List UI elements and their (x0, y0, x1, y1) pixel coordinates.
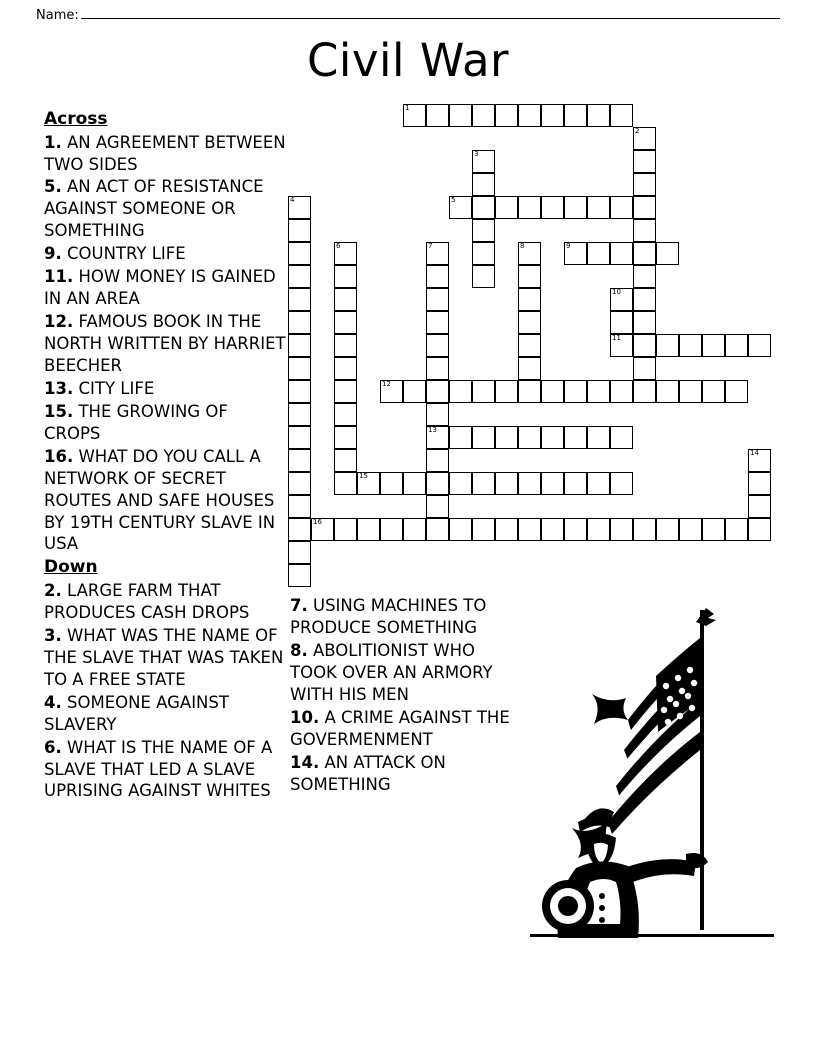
grid-cell[interactable] (610, 104, 633, 127)
grid-cell-number: 15 (359, 472, 368, 480)
grid-cell-number: 6 (336, 242, 341, 250)
clue-item (290, 640, 525, 706)
grid-cell-number: 12 (382, 380, 391, 388)
grid-cell[interactable] (633, 150, 656, 173)
grid-cell[interactable] (633, 311, 656, 334)
grid-cell[interactable] (472, 104, 495, 127)
grid-cell[interactable] (334, 311, 357, 334)
grid-cell[interactable] (541, 196, 564, 219)
grid-cell[interactable] (541, 380, 564, 403)
grid-cell[interactable] (334, 472, 357, 495)
page-title: Civil War (306, 34, 510, 87)
grid-cell[interactable] (403, 104, 426, 127)
grid-cell[interactable] (380, 472, 403, 495)
grid-cell[interactable] (495, 104, 518, 127)
grid-cell[interactable] (564, 242, 587, 265)
grid-cell-number: 13 (428, 426, 437, 434)
grid-cell[interactable] (472, 242, 495, 265)
grid-cell[interactable] (518, 242, 541, 265)
grid-cell[interactable] (564, 472, 587, 495)
grid-cell[interactable] (288, 196, 311, 219)
grid-cell[interactable] (472, 150, 495, 173)
grid-cell[interactable] (426, 495, 449, 518)
grid-cell[interactable] (748, 449, 771, 472)
grid-cell[interactable] (449, 426, 472, 449)
grid-cell[interactable] (449, 104, 472, 127)
grid-cell[interactable] (426, 242, 449, 265)
grid-cell[interactable] (426, 334, 449, 357)
grid-cell[interactable] (656, 518, 679, 541)
grid-cell[interactable] (334, 426, 357, 449)
grid-cell[interactable] (633, 196, 656, 219)
grid-cell[interactable] (334, 449, 357, 472)
grid-cell[interactable] (633, 265, 656, 288)
clue-text: THE GROWING OF CROPS (44, 401, 228, 443)
grid-cell[interactable] (334, 357, 357, 380)
grid-cell[interactable] (334, 403, 357, 426)
grid-cell[interactable] (633, 173, 656, 196)
grid-cell-number: 7 (428, 242, 433, 250)
clue-item (44, 692, 289, 736)
grid-cell[interactable] (426, 518, 449, 541)
grid-cell[interactable] (702, 380, 725, 403)
grid-cell[interactable] (288, 311, 311, 334)
grid-cell[interactable] (633, 219, 656, 242)
clue-item (44, 401, 289, 445)
grid-cell[interactable] (564, 518, 587, 541)
grid-cell[interactable] (587, 380, 610, 403)
grid-cell[interactable] (541, 426, 564, 449)
grid-cell[interactable] (518, 426, 541, 449)
civil-war-flag-bearer-illustration (524, 600, 780, 945)
clue-item (44, 625, 289, 691)
grid-cell[interactable] (495, 472, 518, 495)
grid-cell[interactable] (587, 104, 610, 127)
grid-cell[interactable] (472, 265, 495, 288)
grid-cell[interactable] (426, 357, 449, 380)
clue-item (290, 707, 525, 751)
clue-number: 8. (290, 640, 308, 660)
grid-cell[interactable] (472, 173, 495, 196)
grid-cell[interactable] (564, 196, 587, 219)
grid-cell[interactable] (679, 518, 702, 541)
clue-item (44, 580, 289, 624)
clue-number: 1. (44, 132, 62, 152)
clue-number: 11. (44, 267, 74, 287)
clue-item (290, 595, 525, 639)
grid-cell[interactable] (702, 518, 725, 541)
grid-cell[interactable] (334, 334, 357, 357)
grid-cell-number: 16 (313, 518, 322, 526)
grid-cell[interactable] (357, 472, 380, 495)
grid-cell[interactable] (495, 196, 518, 219)
grid-cell[interactable] (288, 472, 311, 495)
grid-cell[interactable] (288, 380, 311, 403)
clue-text: SOMEONE AGAINST SLAVERY (44, 692, 229, 734)
grid-cell[interactable] (495, 518, 518, 541)
down-clue-list-middle (290, 595, 525, 795)
grid-cell[interactable] (288, 288, 311, 311)
grid-cell-number: 11 (612, 334, 621, 342)
grid-cell[interactable] (357, 518, 380, 541)
clue-number: 16. (44, 446, 74, 466)
grid-cell[interactable] (472, 426, 495, 449)
grid-cell[interactable] (449, 518, 472, 541)
grid-cell[interactable] (679, 334, 702, 357)
grid-cell[interactable] (334, 242, 357, 265)
clue-text: WHAT DO YOU CALL A NETWORK OF SECRET ROUTES AND SAFE HOUSES BY 19TH CENTURY SLAVE IN USA (44, 446, 276, 554)
grid-cell[interactable] (288, 334, 311, 357)
grid-cell[interactable] (426, 403, 449, 426)
grid-cell-number: 3 (474, 150, 479, 158)
grid-cell[interactable] (426, 265, 449, 288)
grid-cell[interactable] (288, 265, 311, 288)
grid-cell-number: 4 (290, 196, 295, 204)
clues-column-left (44, 108, 289, 803)
grid-cell[interactable] (288, 403, 311, 426)
grid-cell[interactable] (587, 426, 610, 449)
grid-cell-number: 2 (635, 127, 640, 135)
clue-item (44, 378, 289, 400)
grid-cell[interactable] (610, 311, 633, 334)
clue-item (44, 737, 289, 803)
grid-cell[interactable] (610, 288, 633, 311)
grid-cell[interactable] (426, 426, 449, 449)
grid-cell[interactable] (288, 426, 311, 449)
grid-cell[interactable] (748, 334, 771, 357)
grid-cell[interactable] (426, 380, 449, 403)
grid-cell[interactable] (288, 495, 311, 518)
grid-cell[interactable] (334, 288, 357, 311)
clue-text: A CRIME AGAINST THE GOVERMENMENT (290, 707, 510, 749)
name-write-line[interactable] (81, 6, 780, 19)
grid-cell[interactable] (541, 518, 564, 541)
grid-cell[interactable] (288, 219, 311, 242)
grid-cell[interactable] (288, 242, 311, 265)
crossword-grid[interactable] (288, 104, 778, 574)
grid-cell[interactable] (518, 288, 541, 311)
grid-cell-number: 14 (750, 449, 759, 457)
clue-item (44, 176, 289, 242)
grid-cell[interactable] (679, 380, 702, 403)
grid-cell[interactable] (518, 357, 541, 380)
clue-number: 9. (44, 244, 62, 264)
grid-cell[interactable] (449, 196, 472, 219)
grid-cell[interactable] (334, 518, 357, 541)
grid-cell-number: 5 (451, 196, 456, 204)
clue-item (290, 752, 525, 796)
grid-cell[interactable] (610, 426, 633, 449)
grid-cell[interactable] (564, 426, 587, 449)
grid-cell[interactable] (702, 334, 725, 357)
grid-cell[interactable] (426, 288, 449, 311)
grid-cell[interactable] (610, 380, 633, 403)
clue-number: 6. (44, 737, 62, 757)
name-row (36, 6, 780, 23)
clue-number: 3. (44, 625, 62, 645)
clue-text: FAMOUS BOOK IN THE NORTH WRITTEN BY HARRIET BEECHER (44, 312, 286, 375)
across-clue-list (44, 132, 289, 556)
grid-cell[interactable] (403, 380, 426, 403)
clue-number: 14. (290, 752, 320, 772)
grid-cell[interactable] (334, 265, 357, 288)
grid-cell[interactable] (587, 518, 610, 541)
grid-cell[interactable] (449, 380, 472, 403)
grid-cell[interactable] (633, 357, 656, 380)
grid-cell[interactable] (518, 196, 541, 219)
grid-cell[interactable] (656, 334, 679, 357)
grid-cell[interactable] (518, 472, 541, 495)
grid-cell-number: 9 (566, 242, 571, 250)
grid-cell[interactable] (426, 104, 449, 127)
grid-cell[interactable] (633, 288, 656, 311)
grid-cell[interactable] (564, 380, 587, 403)
grid-cell[interactable] (426, 311, 449, 334)
clue-text: WHAT WAS THE NAME OF THE SLAVE THAT WAS TAKEN TO A FREE STATE (44, 625, 284, 689)
clue-item (44, 446, 289, 556)
grid-cell[interactable] (472, 518, 495, 541)
grid-cell[interactable] (518, 311, 541, 334)
clue-text: USING MACHINES TO PRODUCE SOMETHING (290, 596, 487, 637)
grid-cell[interactable] (587, 242, 610, 265)
clue-number: 12. (44, 312, 74, 332)
clue-number: 10. (290, 707, 320, 727)
clue-text: LARGE FARM THAT PRODUCES CASH DROPS (44, 581, 250, 622)
grid-cell[interactable] (748, 472, 771, 495)
clue-item (44, 243, 289, 265)
grid-cell[interactable] (564, 104, 587, 127)
grid-cell[interactable] (495, 380, 518, 403)
across-heading: Across (44, 109, 108, 129)
grid-cell[interactable] (633, 380, 656, 403)
grid-cell[interactable] (541, 104, 564, 127)
grid-cell[interactable] (610, 518, 633, 541)
grid-cell[interactable] (472, 196, 495, 219)
clue-number: 4. (44, 692, 62, 712)
clue-number: 5. (44, 177, 62, 197)
grid-cell[interactable] (610, 334, 633, 357)
grid-cell[interactable] (403, 518, 426, 541)
grid-cell[interactable] (656, 242, 679, 265)
grid-cell[interactable] (380, 518, 403, 541)
grid-cell[interactable] (288, 564, 311, 587)
grid-cell[interactable] (633, 334, 656, 357)
clue-text: HOW MONEY IS GAINED IN AN AREA (44, 267, 276, 309)
grid-cell[interactable] (725, 334, 748, 357)
grid-cell[interactable] (288, 518, 311, 541)
grid-cell[interactable] (518, 104, 541, 127)
grid-cell[interactable] (587, 196, 610, 219)
clue-number: 2. (44, 581, 62, 601)
grid-cell[interactable] (633, 518, 656, 541)
down-heading: Down (44, 557, 98, 578)
grid-cell-number: 8 (520, 242, 525, 250)
grid-cell[interactable] (518, 265, 541, 288)
grid-cell[interactable] (311, 518, 334, 541)
grid-cell[interactable] (472, 472, 495, 495)
grid-cell[interactable] (748, 495, 771, 518)
grid-cell[interactable] (518, 334, 541, 357)
grid-cell[interactable] (633, 242, 656, 265)
grid-cell[interactable] (449, 472, 472, 495)
grid-cell[interactable] (472, 380, 495, 403)
grid-cell[interactable] (748, 518, 771, 541)
grid-cell[interactable] (403, 472, 426, 495)
grid-cell[interactable] (472, 219, 495, 242)
name-label: Name: (36, 8, 79, 23)
clue-text: CITY LIFE (73, 378, 155, 398)
grid-cell[interactable] (426, 472, 449, 495)
clue-text: WHAT IS THE NAME OF A SLAVE THAT LED A SLAVE UPRISING AGAINST WHITES (44, 737, 273, 801)
clue-item (44, 132, 289, 176)
grid-cell[interactable] (518, 518, 541, 541)
grid-cell[interactable] (495, 426, 518, 449)
grid-cell[interactable] (288, 357, 311, 380)
clue-text: AN AGREEMENT BETWEEN TWO SIDES (44, 132, 286, 174)
clue-text: AN ACT OF RESISTANCE AGAINST SOMEONE OR SOMETHING (44, 177, 264, 241)
clue-text: ABOLITIONIST WHO TOOK OVER AN ARMORY WITH HIS MEN (290, 640, 493, 704)
grid-cell[interactable] (610, 196, 633, 219)
grid-cell[interactable] (610, 472, 633, 495)
grid-cell[interactable] (656, 380, 679, 403)
clue-text: AN ATTACK ON SOMETHING (290, 752, 446, 794)
grid-cell[interactable] (288, 541, 311, 564)
grid-cell-number: 1 (405, 104, 410, 112)
clue-number: 15. (44, 401, 74, 421)
clue-number: 13. (44, 378, 74, 398)
grid-cell[interactable] (587, 472, 610, 495)
clue-number: 7. (290, 596, 308, 615)
grid-cell[interactable] (633, 127, 656, 150)
grid-cell[interactable] (541, 472, 564, 495)
clue-item (44, 266, 289, 310)
grid-cell[interactable] (334, 380, 357, 403)
grid-cell[interactable] (288, 449, 311, 472)
grid-cell[interactable] (725, 518, 748, 541)
clue-text: COUNTRY LIFE (61, 244, 186, 264)
grid-cell[interactable] (725, 380, 748, 403)
grid-cell[interactable] (518, 380, 541, 403)
grid-cell[interactable] (426, 449, 449, 472)
down-clue-list-left (44, 580, 289, 802)
grid-cell-number: 10 (612, 288, 621, 296)
clues-column-middle (290, 595, 525, 796)
grid-cell[interactable] (380, 380, 403, 403)
clue-item (44, 311, 289, 377)
grid-cell[interactable] (610, 242, 633, 265)
